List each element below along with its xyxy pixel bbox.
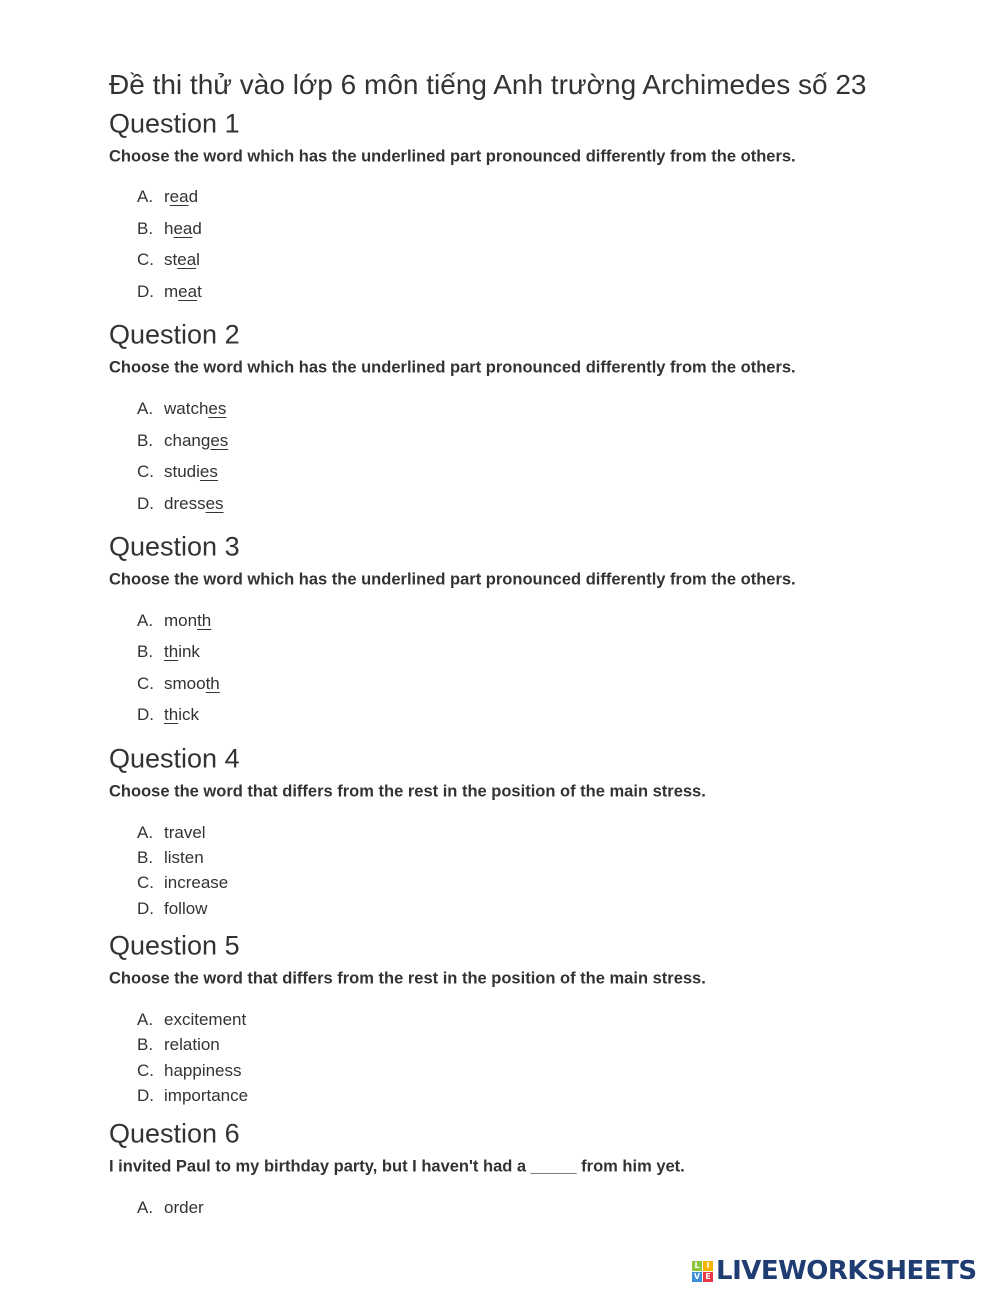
option-text-pre: smoo [164, 674, 206, 693]
option-underlined-part: th [164, 642, 179, 661]
option-letter: C. [137, 250, 154, 269]
answer-option[interactable] [137, 1010, 246, 1030]
option-text-pre: h [164, 219, 174, 238]
option-text-post: d [192, 219, 202, 238]
question-heading: Question 3 [109, 531, 240, 562]
question-instruction: Choose the word which has the underlined part pronounced differently from the others. [109, 570, 796, 589]
option-letter: D. [137, 282, 154, 301]
answer-option[interactable] [137, 705, 199, 725]
answer-option[interactable] [137, 848, 204, 868]
answer-option[interactable] [137, 462, 218, 482]
option-letter: B. [137, 642, 154, 661]
answer-option[interactable] [137, 642, 200, 662]
question-instruction: Choose the word which has the underlined part pronounced differently from the others. [109, 358, 796, 377]
option-underlined-part: th [205, 674, 220, 693]
question-instruction: Choose the word that differs from the rest in the position of the main stress. [109, 969, 706, 988]
option-letter: A. [137, 1010, 154, 1029]
question-heading: Question 1 [109, 108, 240, 139]
question-instruction: Choose the word that differs from the rest in the position of the main stress. [109, 782, 706, 801]
option-underlined-part: es [205, 494, 224, 513]
option-text-pre: watch [164, 399, 209, 418]
logo-tiles-icon [692, 1261, 713, 1282]
liveworksheets-logo [692, 1256, 977, 1286]
option-text-pre: m [164, 282, 179, 301]
option-text-pre: increase [164, 873, 229, 892]
option-text-post: ick [178, 705, 199, 724]
option-letter: A. [137, 187, 154, 206]
option-text-pre: travel [164, 823, 206, 842]
option-underlined-part: ea [178, 282, 198, 301]
option-letter: C. [137, 462, 154, 481]
answer-option[interactable] [137, 674, 220, 694]
option-letter: A. [137, 611, 154, 630]
option-underlined-part: th [197, 611, 212, 630]
answer-option[interactable] [137, 431, 228, 451]
option-letter: B. [137, 219, 154, 238]
answer-option[interactable] [137, 399, 226, 419]
option-letter: B. [137, 1035, 154, 1054]
question-heading: Question 5 [109, 930, 240, 961]
logo-tile: E [703, 1272, 713, 1282]
option-letter: C. [137, 873, 154, 892]
option-text-pre: r [164, 187, 170, 206]
page-title: Đề thi thử vào lớp 6 môn tiếng Anh trường Archimedes số 23 [109, 69, 867, 100]
option-underlined-part: ea [177, 250, 197, 269]
answer-option[interactable] [137, 899, 207, 919]
option-underlined-part: ea [169, 187, 189, 206]
option-letter: D. [137, 494, 154, 513]
option-letter: A. [137, 823, 154, 842]
option-underlined-part: th [164, 705, 179, 724]
option-text-pre: dress [164, 494, 206, 513]
option-text-pre: follow [164, 899, 208, 918]
option-underlined-part: ea [173, 219, 193, 238]
question-heading: Question 6 [109, 1118, 240, 1149]
answer-option[interactable] [137, 282, 202, 302]
option-text-post: ink [178, 642, 200, 661]
option-underlined-part: es [208, 399, 227, 418]
option-underlined-part: es [199, 462, 218, 481]
option-text-pre: excitement [164, 1010, 247, 1029]
option-letter: A. [137, 399, 154, 418]
option-text-pre: relation [164, 1035, 220, 1054]
answer-option[interactable] [137, 611, 211, 631]
logo-tile: V [693, 1271, 701, 1281]
option-text-post: l [196, 250, 200, 269]
option-text-post: d [188, 187, 199, 206]
logo-tile: L [692, 1261, 702, 1271]
option-text-pre: chang [164, 431, 211, 450]
option-letter: D. [137, 899, 154, 918]
question-instruction: Choose the word which has the underlined part pronounced differently from the others. [109, 147, 796, 166]
answer-option[interactable] [137, 1061, 242, 1081]
logo-tile: I [703, 1261, 713, 1271]
option-text-pre: studi [164, 462, 200, 481]
option-letter: C. [137, 1061, 154, 1080]
option-text-pre: order [164, 1198, 204, 1217]
question-heading: Question 4 [109, 743, 240, 774]
option-letter: B. [137, 848, 154, 867]
option-text-post: t [197, 282, 202, 301]
option-text-pre: importance [164, 1086, 249, 1105]
option-text-pre: listen [164, 848, 204, 867]
answer-option[interactable] [137, 250, 200, 270]
option-underlined-part: es [210, 431, 229, 450]
option-letter: D. [137, 705, 154, 724]
answer-option[interactable] [137, 219, 202, 239]
answer-option[interactable] [137, 823, 206, 843]
option-letter: D. [137, 1086, 154, 1105]
answer-option[interactable] [137, 873, 228, 893]
answer-option[interactable] [137, 1086, 248, 1106]
logo-text: LIVEWORKSHEETS [716, 1256, 977, 1286]
option-text-pre: st [164, 250, 178, 269]
option-text-pre: happiness [164, 1061, 242, 1080]
option-letter: A. [137, 1198, 154, 1217]
answer-option[interactable] [137, 494, 224, 514]
answer-option[interactable] [137, 1198, 204, 1218]
question-heading: Question 2 [109, 319, 240, 350]
answer-option[interactable] [137, 1035, 220, 1055]
option-letter: B. [137, 431, 154, 450]
answer-option[interactable] [137, 187, 198, 207]
question-instruction: I invited Paul to my birthday party, but I haven't had a _____ from him yet. [109, 1157, 685, 1176]
option-text-pre: mon [164, 611, 198, 630]
option-letter: C. [137, 674, 154, 693]
